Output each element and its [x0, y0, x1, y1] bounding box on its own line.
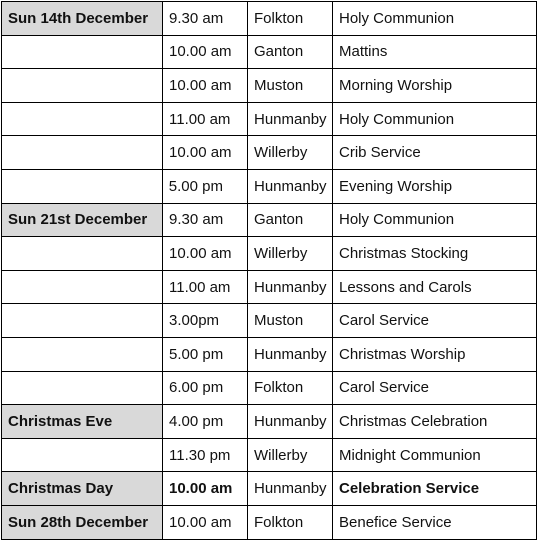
service-row	[2, 371, 537, 405]
day-cell	[2, 270, 163, 304]
time-cell: 9.30 am	[163, 203, 248, 237]
day-cell: Sun 14th December	[2, 2, 163, 36]
place-cell: Ganton	[248, 35, 333, 69]
time-cell: 5.00 pm	[163, 337, 248, 371]
place-cell: Hunmanby	[248, 337, 333, 371]
time-cell: 11.30 pm	[163, 438, 248, 472]
service-row	[2, 169, 537, 203]
place-cell: Hunmanby	[248, 270, 333, 304]
service-cell: Lessons and Carols	[333, 270, 537, 304]
time-cell: 10.00 am	[163, 237, 248, 271]
service-cell: Holy Communion	[333, 203, 537, 237]
place-cell: Hunmanby	[248, 405, 333, 439]
service-cell: Christmas Stocking	[333, 237, 537, 271]
place-cell: Folkton	[248, 371, 333, 405]
time-cell: 10.00 am	[163, 69, 248, 103]
day-cell	[2, 371, 163, 405]
service-cell: Evening Worship	[333, 169, 537, 203]
day-cell: Sun 21st December	[2, 203, 163, 237]
service-row	[2, 304, 537, 338]
service-cell: Carol Service	[333, 304, 537, 338]
service-row	[2, 472, 537, 506]
day-cell: Christmas Day	[2, 472, 163, 506]
service-row	[2, 438, 537, 472]
service-cell: Benefice Service	[333, 505, 537, 539]
place-cell: Ganton	[248, 203, 333, 237]
place-cell: Willerby	[248, 237, 333, 271]
day-cell	[2, 35, 163, 69]
time-cell: 10.00 am	[163, 35, 248, 69]
service-row	[2, 2, 537, 36]
service-cell: Mattins	[333, 35, 537, 69]
service-row	[2, 35, 537, 69]
day-cell	[2, 102, 163, 136]
service-cell: Morning Worship	[333, 69, 537, 103]
day-cell	[2, 337, 163, 371]
day-cell	[2, 237, 163, 271]
day-cell: Sun 28th December	[2, 505, 163, 539]
time-cell: 10.00 am	[163, 505, 248, 539]
service-row	[2, 203, 537, 237]
place-cell: Hunmanby	[248, 472, 333, 506]
service-cell: Celebration Service	[333, 472, 537, 506]
time-cell: 5.00 pm	[163, 169, 248, 203]
place-cell: Willerby	[248, 438, 333, 472]
place-cell: Folkton	[248, 505, 333, 539]
service-row	[2, 505, 537, 539]
day-cell	[2, 438, 163, 472]
time-cell: 10.00 am	[163, 136, 248, 170]
service-cell: Holy Communion	[333, 102, 537, 136]
place-cell: Willerby	[248, 136, 333, 170]
place-cell: Hunmanby	[248, 102, 333, 136]
time-cell: 3.00pm	[163, 304, 248, 338]
time-cell: 6.00 pm	[163, 371, 248, 405]
place-cell: Hunmanby	[248, 169, 333, 203]
time-cell: 11.00 am	[163, 270, 248, 304]
day-cell	[2, 169, 163, 203]
day-cell	[2, 304, 163, 338]
service-cell: Carol Service	[333, 371, 537, 405]
place-cell: Folkton	[248, 2, 333, 36]
services-table-body	[2, 2, 537, 540]
service-row	[2, 136, 537, 170]
day-cell	[2, 136, 163, 170]
service-row	[2, 337, 537, 371]
service-row	[2, 69, 537, 103]
time-cell: 4.00 pm	[163, 405, 248, 439]
service-row	[2, 102, 537, 136]
day-cell: Christmas Eve	[2, 405, 163, 439]
service-row	[2, 270, 537, 304]
day-cell	[2, 69, 163, 103]
time-cell: 9.30 am	[163, 2, 248, 36]
service-cell: Christmas Worship	[333, 337, 537, 371]
service-cell: Holy Communion	[333, 2, 537, 36]
place-cell: Muston	[248, 304, 333, 338]
service-cell: Midnight Communion	[333, 438, 537, 472]
service-cell: Christmas Celebration	[333, 405, 537, 439]
service-cell: Crib Service	[333, 136, 537, 170]
service-row	[2, 405, 537, 439]
time-cell: 11.00 am	[163, 102, 248, 136]
services-table	[1, 1, 537, 540]
place-cell: Muston	[248, 69, 333, 103]
time-cell: 10.00 am	[163, 472, 248, 506]
service-row	[2, 237, 537, 271]
